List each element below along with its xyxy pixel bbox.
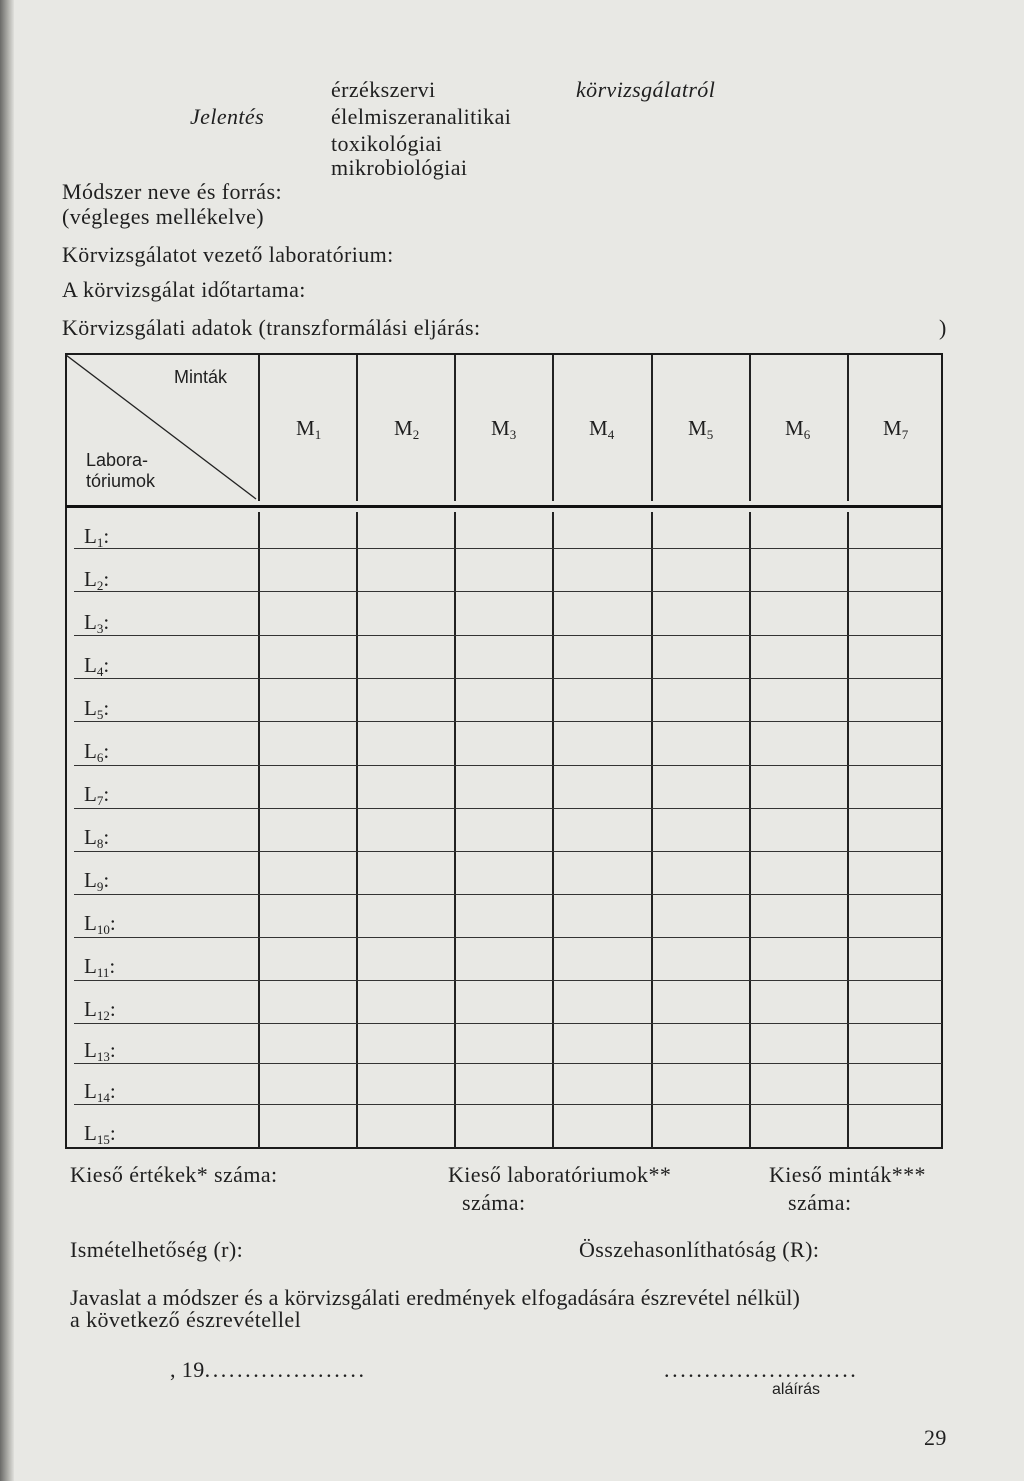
body-col-divider [454,512,456,1148]
column-label-m1: $M_1$ [296,416,322,442]
header-korvizsgalatrol: körvizsgálatról [576,77,716,102]
kieso-ertekek-label: Kieső értékek* száma: [70,1162,278,1187]
row-line [74,1023,942,1024]
row-label-l7: $L_7$: [84,782,110,808]
row-label-l13: $L_{13}$: [84,1038,116,1064]
date-dots: .................... [204,1357,367,1382]
row-line [74,1104,942,1105]
column-label-m3: $M_3$ [491,416,517,442]
header-col-divider [749,355,751,501]
book-binding-edge [0,0,14,1481]
javaslat-line-2: a következő észrevétellel [70,1307,302,1332]
row-line [74,937,942,938]
row-label-l15: $L_{15}$: [84,1121,116,1147]
field-method-line2: (végleges mellékelve) [62,204,265,229]
column-label-m5: $M_5$ [688,416,714,442]
body-col-divider [651,512,653,1148]
row-label-l9: $L_9$: [84,868,110,894]
header-type-1: érzékszervi [331,77,436,102]
row-label-l5: $L_5$: [84,696,110,722]
row-label-l14: $L_{14}$: [84,1079,116,1105]
page-number: 29 [924,1425,947,1450]
column-label-m7: $M_7$ [883,416,909,442]
row-line [74,851,942,852]
header-col-divider [651,355,653,501]
header-separator [66,505,942,508]
kieso-mintak-label-2: száma: [788,1190,852,1215]
body-col-divider [749,512,751,1148]
row-label-l6: $L_6$: [84,739,110,765]
javaslat-line-1: Javaslat a módszer és a körvizsgálati eredmények elfogadására észrevétel nélkül) [70,1285,801,1310]
row-label-l10: $L_{10}$: [84,911,116,937]
row-line [74,721,942,722]
row-line [74,591,942,592]
row-line [74,678,942,679]
row-label-l4: $L_4$: [84,653,110,679]
corner-label-labora: Labora- [86,450,149,470]
corner-label-toriumok: tóriumok [86,471,156,491]
body-col-divider [847,512,849,1148]
header-jelentes: Jelentés [190,104,265,129]
row-line [74,808,942,809]
field-duration: A körvizsgálat időtartama: [62,277,306,302]
signature-dots: ........................ [664,1357,859,1382]
kieso-lab-label-2: száma: [462,1190,526,1215]
row-line [74,548,942,549]
signature-label: aláírás [772,1381,821,1398]
row-label-l12: $L_{12}$: [84,997,116,1023]
field-data: Körvizsgálati adatok (transzformálási eljárás: [62,315,481,340]
ismetelhetoseg-label: Ismételhetőség (r): [70,1237,244,1262]
corner-label-mintak: Minták [174,367,228,387]
row-label-l1: $L_1$: [84,524,110,550]
row-label-l2: $L_2$: [84,567,110,593]
row-label-l3: $L_3$: [84,610,110,636]
header-col-divider [454,355,456,501]
header-col-divider [356,355,358,501]
row-label-l8: $L_8$: [84,825,110,851]
header-col-divider [258,355,260,501]
osszehasonlithatosag-label: Összehasonlíthatóság (R): [579,1237,820,1262]
field-lab: Körvizsgálatot vezető laboratórium: [62,242,394,267]
kieso-lab-label-1: Kieső laboratóriumok** [448,1162,672,1187]
header-type-2: élelmiszeranalitikai [331,104,512,129]
date-prefix: , 19 [170,1357,205,1382]
row-line [74,765,942,766]
kieso-mintak-label-1: Kieső minták*** [769,1162,926,1187]
column-label-m2: $M_2$ [394,416,420,442]
body-col-divider [552,512,554,1148]
date-line [170,1357,367,1383]
row-line [74,635,942,636]
field-method-line1: Módszer neve és forrás: [62,179,282,204]
row-line [74,1063,942,1064]
header-col-divider [847,355,849,501]
header-type-3: toxikológiai [331,131,443,156]
body-col-divider [258,512,260,1148]
field-data-close: ) [939,315,947,340]
row-label-l11: $L_{11}$: [84,954,116,980]
header-type-4: mikrobiológiai [331,155,468,180]
column-label-m4: $M_4$ [589,416,615,442]
column-label-m6: $M_6$ [785,416,811,442]
row-line [74,894,942,895]
row-line [74,980,942,981]
body-col-divider [356,512,358,1148]
header-col-divider [552,355,554,501]
